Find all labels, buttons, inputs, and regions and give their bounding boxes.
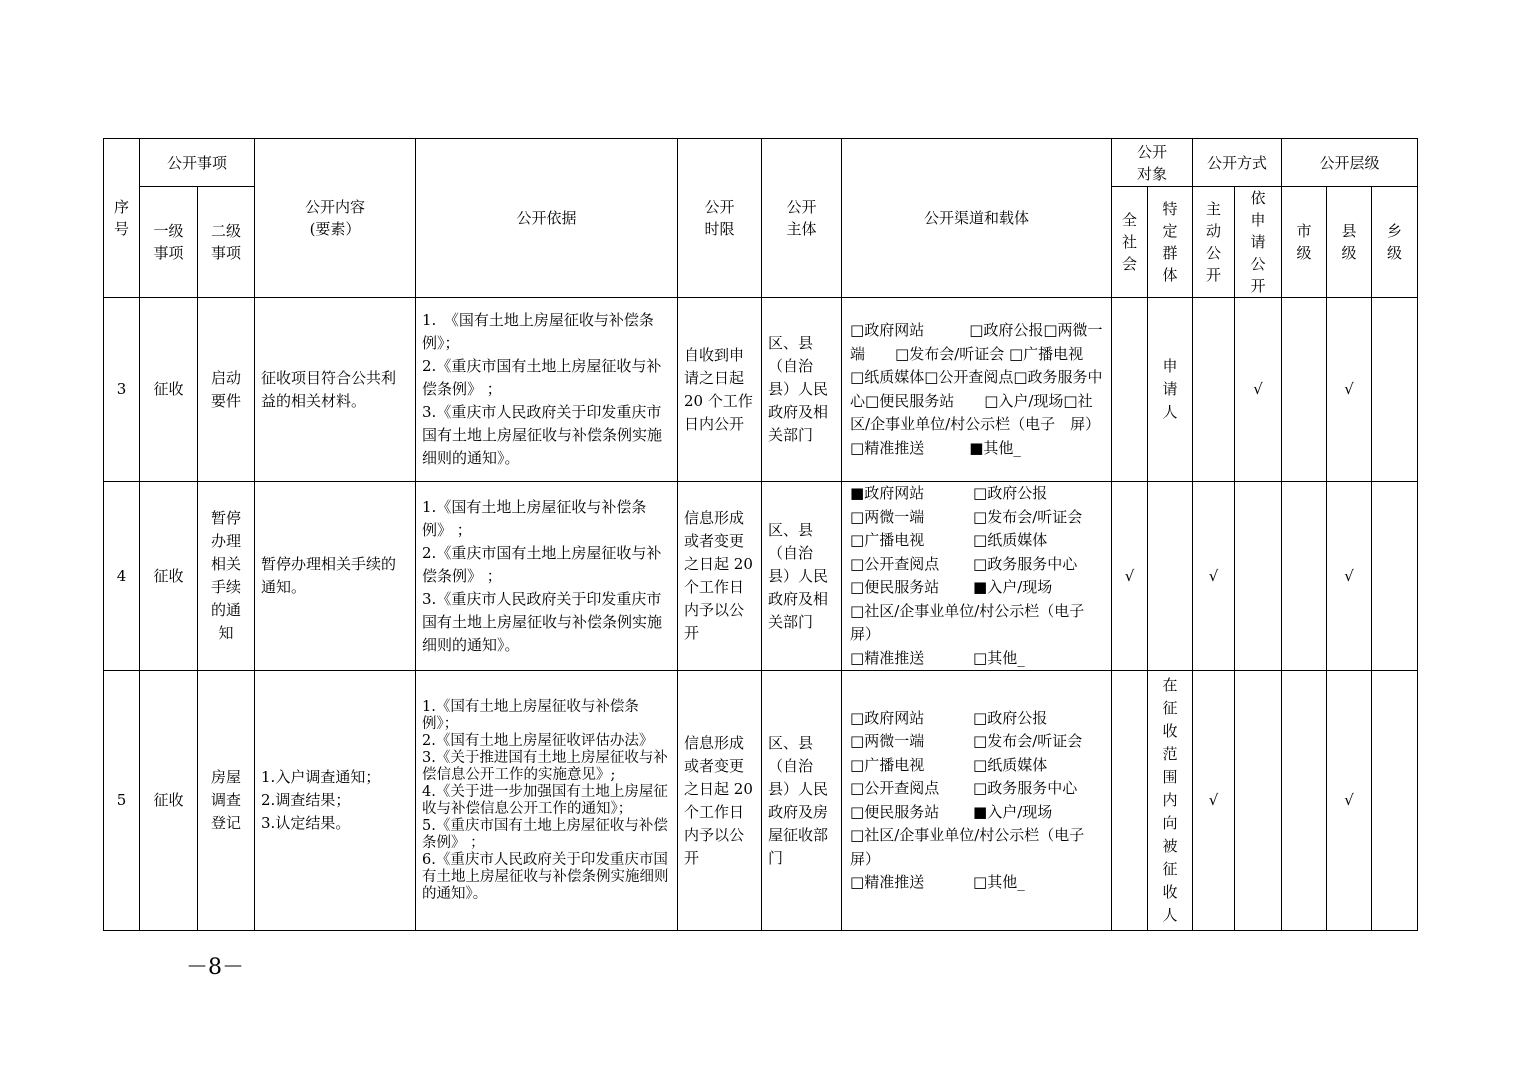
header-level2: 二级事项	[198, 187, 255, 298]
header-matter: 公开事项	[140, 139, 255, 187]
row-tier-town	[1372, 298, 1418, 482]
row-basis: 1.《国有土地上房屋征收与补偿条例》 ； 2.《重庆市国有土地上房屋征收与补偿条例》 ； 3.《重庆市人民政府关于印发重庆市国有土地上房屋征收与补偿条例实施细则的通知》。	[416, 482, 678, 671]
row-content: 暂停办理相关手续的通知。	[255, 482, 416, 671]
row-tier-city	[1282, 298, 1327, 482]
row-content: 1.入户调查通知； 2.调查结果； 3.认定结果。	[255, 671, 416, 931]
row-basis: 1. 《国有土地上房屋征收与补偿条例》； 2.《重庆市国有土地上房屋征收与补偿条例》 ； 3.《重庆市人民政府关于印发重庆市国有土地上房屋征收与补偿条例实施细则的通知》。	[416, 298, 678, 482]
row-seq: 3	[104, 298, 140, 482]
row-level2: 启动要件	[198, 298, 255, 482]
header-method: 公开方式	[1193, 139, 1282, 187]
header-subject: 公开主体	[762, 139, 842, 298]
row-time-limit: 信息形成或者变更之日起 20 个工作日内予以公开	[678, 482, 762, 671]
disclosure-table	[103, 138, 1418, 931]
row-tier-county: √	[1327, 298, 1372, 482]
row-subject: 区、县（自治县）人民政府及相关部门	[762, 298, 842, 482]
row-target-all	[1112, 671, 1148, 931]
header-time-limit: 公开时限	[678, 139, 762, 298]
page-number: －8－	[186, 955, 244, 980]
header-method-active: 主动公开	[1193, 187, 1235, 298]
header-tier: 公开层级	[1282, 139, 1418, 187]
row-target-specific: 在征收范围内向被征收人	[1148, 671, 1193, 931]
header-tier-city: 市级	[1282, 187, 1327, 298]
row-content: 征收项目符合公共利益的相关材料。	[255, 298, 416, 482]
header-content: 公开内容 (要素）	[255, 139, 416, 298]
row-method-active: √	[1193, 482, 1235, 671]
header-basis: 公开依据	[416, 139, 678, 298]
row-level1: 征收	[140, 482, 198, 671]
row-channel: ■政府网站 □政府公报 □两微一端 □发布会/听证会 □广播电视 □纸质媒体 □公开查阅点 □政务服务中心 □便民服务站 ■入户/现场 □社区/企事业单位/村公示栏（电子屏） □精准推送 □其他_	[842, 482, 1112, 671]
row-subject: 区、县（自治县）人民政府及相关部门	[762, 482, 842, 671]
row-target-all	[1112, 298, 1148, 482]
header-target-specific: 特定群体	[1148, 187, 1193, 298]
row-seq: 4	[104, 482, 140, 671]
row-basis: 1.《国有土地上房屋征收与补偿条例》； 2.《国有土地上房屋征收评估办法》 3.《关于推进国有土地上房屋征收与补偿信息公开工作的实施意见》; 4.《关于进一步加强国有土地上房屋征收与补偿信息公开工作的通知》； 5.《重庆市国有土地上房屋征收与补偿条例》 ； 6.《重庆市人民政府关于印发重庆市国有土地上房屋征收与补偿条例实施细则的通知》。	[416, 671, 678, 931]
row-method-apply	[1235, 482, 1282, 671]
header-tier-town: 乡级	[1372, 187, 1418, 298]
row-method-active: √	[1193, 671, 1235, 931]
table-row	[104, 671, 1418, 931]
header-method-apply: 依申请公开	[1235, 187, 1282, 298]
header-row-1	[104, 139, 1418, 187]
row-seq: 5	[104, 671, 140, 931]
row-method-apply: √	[1235, 298, 1282, 482]
row-target-specific	[1148, 482, 1193, 671]
header-seq: 序号	[104, 139, 140, 298]
row-target-specific: 申请人	[1148, 298, 1193, 482]
row-method-active	[1193, 298, 1235, 482]
header-target: 公开对象	[1112, 139, 1193, 187]
row-time-limit: 自收到申请之日起 20 个工作日内公开	[678, 298, 762, 482]
row-method-apply	[1235, 671, 1282, 931]
header-tier-county: 县级	[1327, 187, 1372, 298]
row-tier-county: √	[1327, 671, 1372, 931]
row-level2: 暂停办理相关手续的通知	[198, 482, 255, 671]
row-tier-county: √	[1327, 482, 1372, 671]
row-tier-city	[1282, 482, 1327, 671]
header-target-all: 全社会	[1112, 187, 1148, 298]
header-channel: 公开渠道和载体	[842, 139, 1112, 298]
row-level1: 征收	[140, 298, 198, 482]
row-tier-town	[1372, 482, 1418, 671]
row-level1: 征收	[140, 671, 198, 931]
row-subject: 区、县（自治县）人民政府及房屋征收部门	[762, 671, 842, 931]
table-row	[104, 298, 1418, 482]
row-channel: □政府网站 □政府公报 □两微一端 □发布会/听证会 □广播电视 □纸质媒体 □公开查阅点 □政务服务中心 □便民服务站 ■入户/现场 □社区/企事业单位/村公示栏（电子屏） □精准推送 □其他_	[842, 671, 1112, 931]
row-tier-town	[1372, 671, 1418, 931]
header-level1: 一级事项	[140, 187, 198, 298]
row-level2: 房屋调查登记	[198, 671, 255, 931]
row-tier-city	[1282, 671, 1327, 931]
row-channel: □政府网站 □政府公报□两微一端 □发布会/听证会 □广播电视 □纸质媒体□公开查阅点□政务服务中心□便民服务站 □入户/现场□社区/企事业单位/村公示栏（电子 屏） □精准推送 ■其他_	[842, 298, 1112, 482]
table-row	[104, 482, 1418, 671]
row-target-all: √	[1112, 482, 1148, 671]
row-time-limit: 信息形成或者变更之日起 20 个工作日内予以公开	[678, 671, 762, 931]
